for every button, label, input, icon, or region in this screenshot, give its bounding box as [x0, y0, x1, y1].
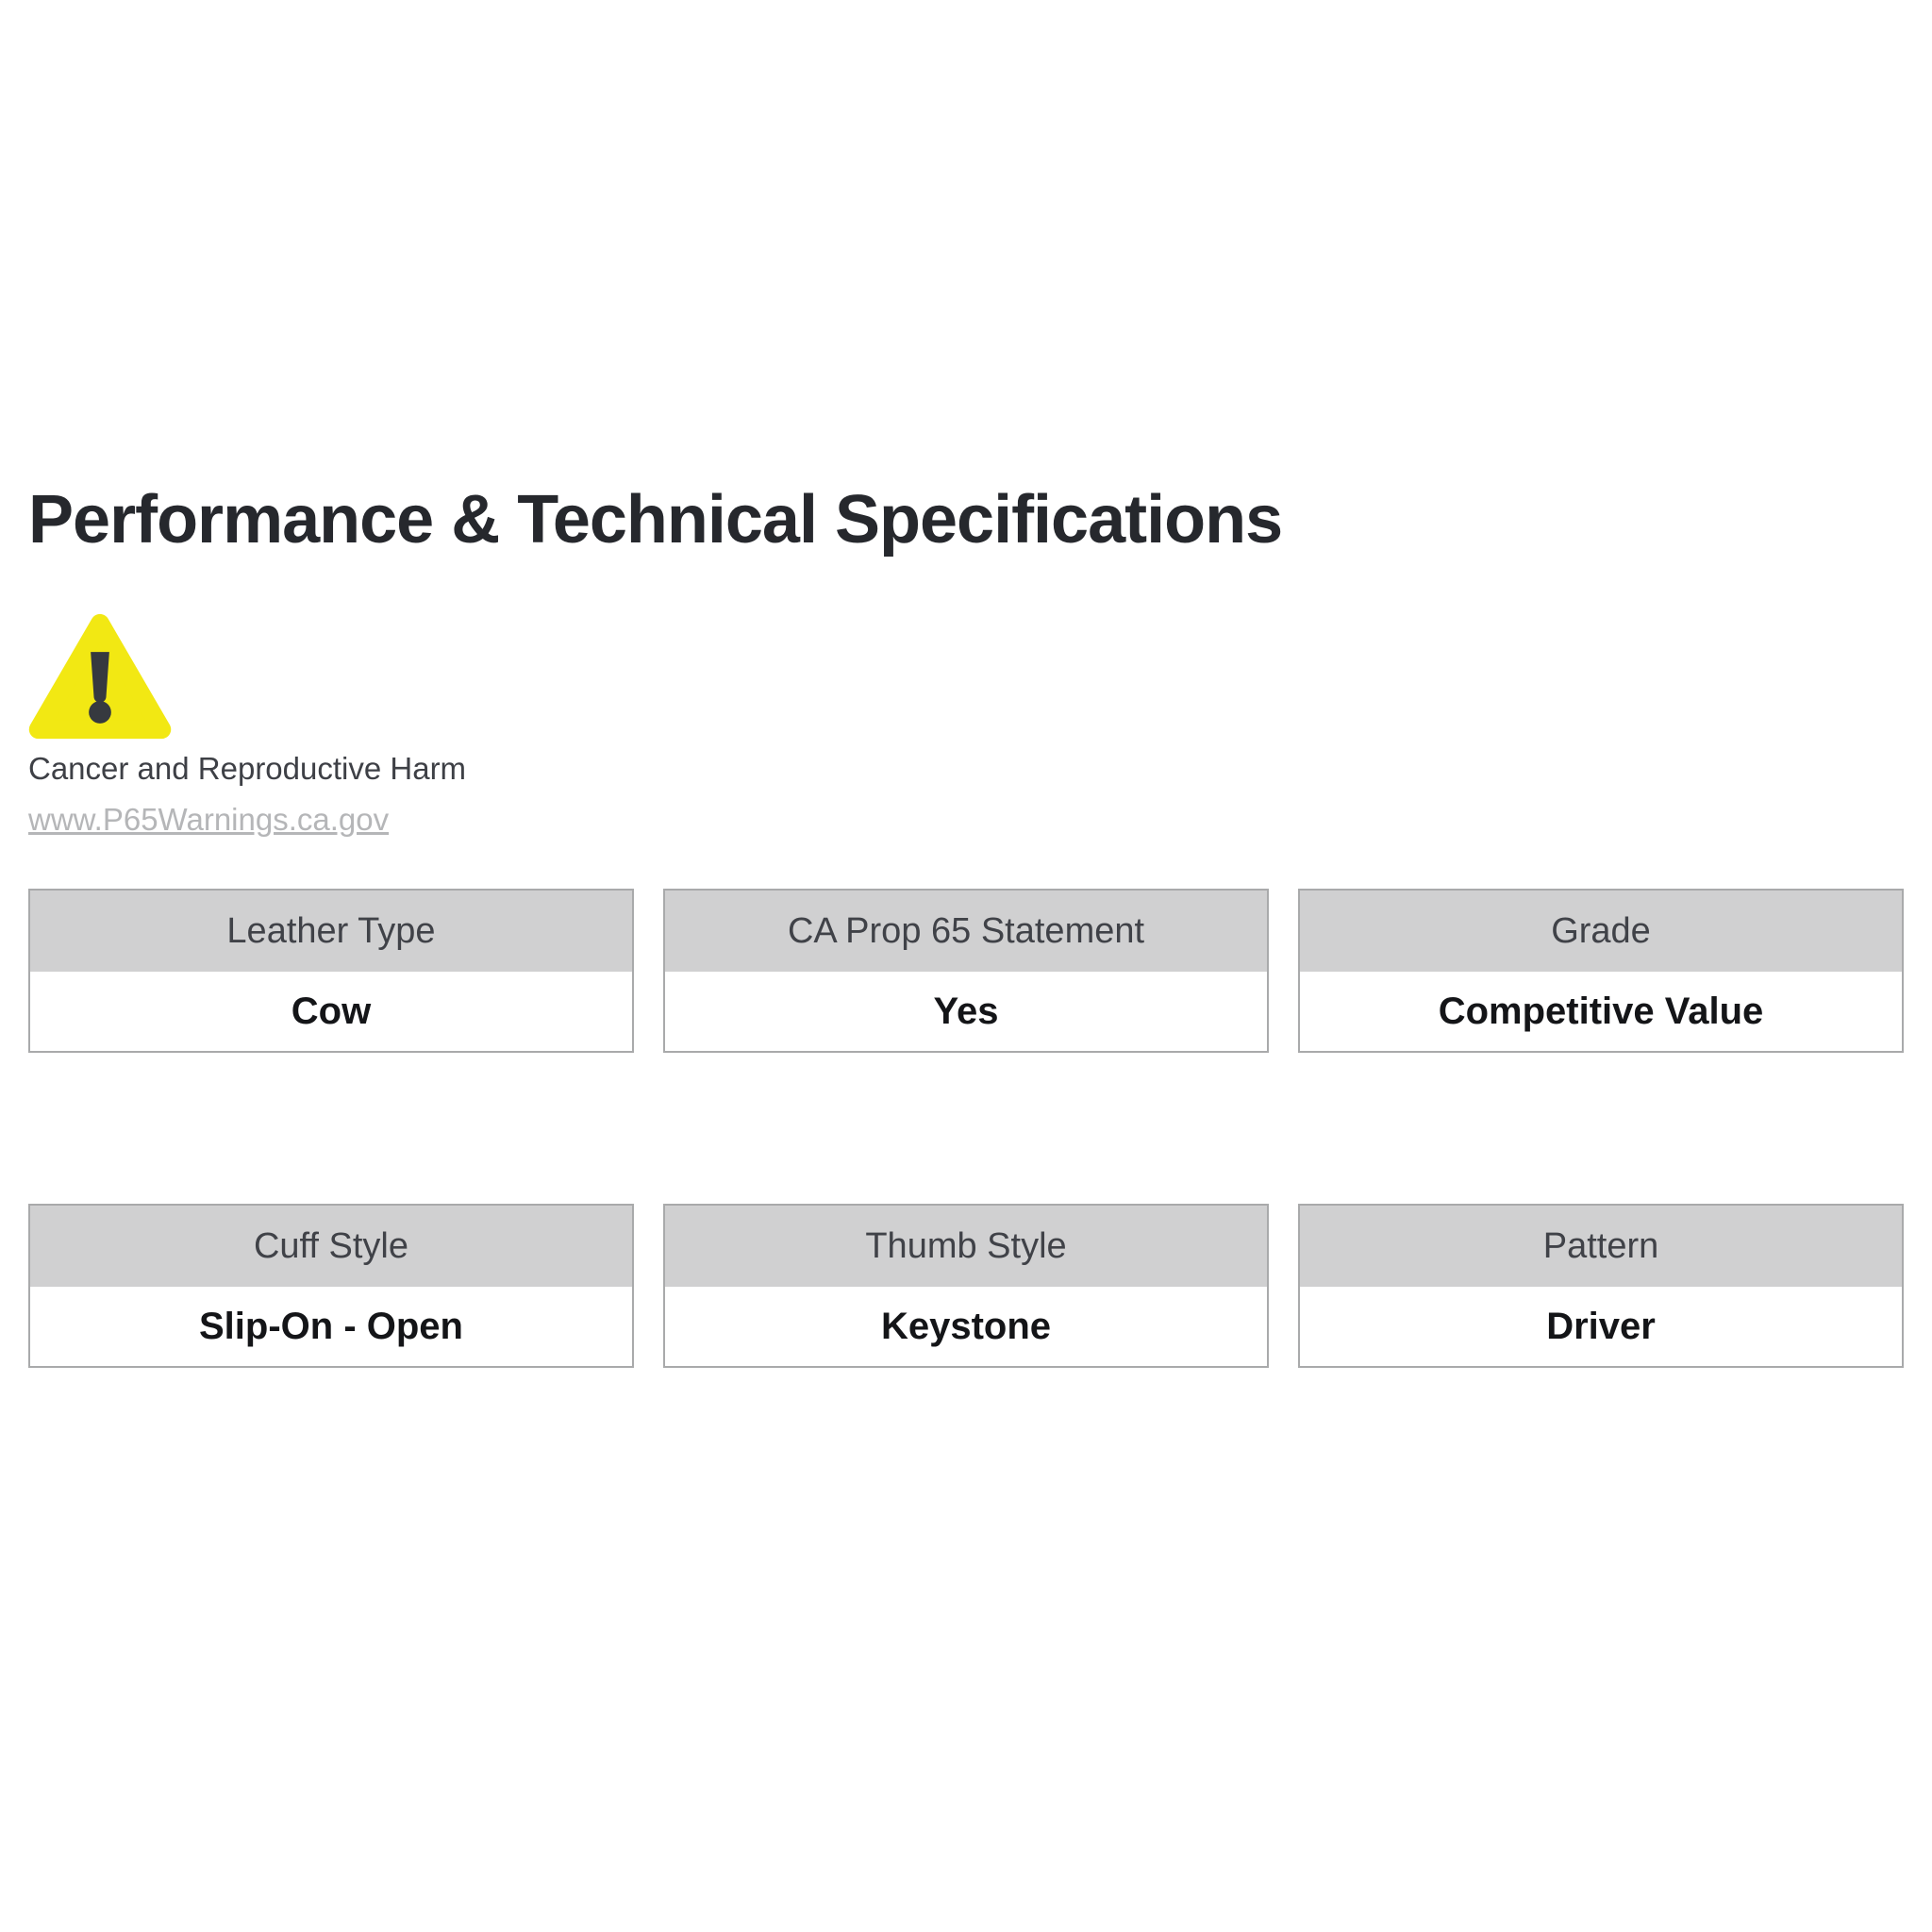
prop65-warning-block [28, 610, 1904, 838]
spec-value: Keystone [665, 1287, 1267, 1366]
warning-text: Cancer and Reproductive Harm [28, 751, 467, 787]
spec-value: Competitive Value [1300, 972, 1902, 1051]
spec-label: Pattern [1300, 1206, 1902, 1287]
spec-value: Yes [665, 972, 1267, 1051]
spec-card-5 [1298, 1204, 1904, 1368]
spec-label: Grade [1300, 891, 1902, 972]
section-title: Performance & Technical Specifications [28, 482, 1283, 558]
spec-label: CA Prop 65 Statement [665, 891, 1267, 972]
spec-card-2 [1298, 889, 1904, 1053]
spec-label: Cuff Style [30, 1206, 632, 1287]
p65-warnings-link[interactable]: www.P65Warnings.ca.gov [28, 801, 390, 837]
spec-card-0 [28, 889, 634, 1053]
spec-value: Driver [1300, 1287, 1902, 1366]
spec-value: Cow [30, 972, 632, 1051]
spec-card-3 [28, 1204, 634, 1368]
warning-triangle-icon [28, 610, 172, 742]
spec-label: Thumb Style [665, 1206, 1267, 1287]
specs-grid [28, 889, 1904, 1368]
spec-card-4 [663, 1204, 1269, 1368]
spec-card-1 [663, 889, 1269, 1053]
spec-value: Slip-On - Open [30, 1287, 632, 1366]
spec-label: Leather Type [30, 891, 632, 972]
